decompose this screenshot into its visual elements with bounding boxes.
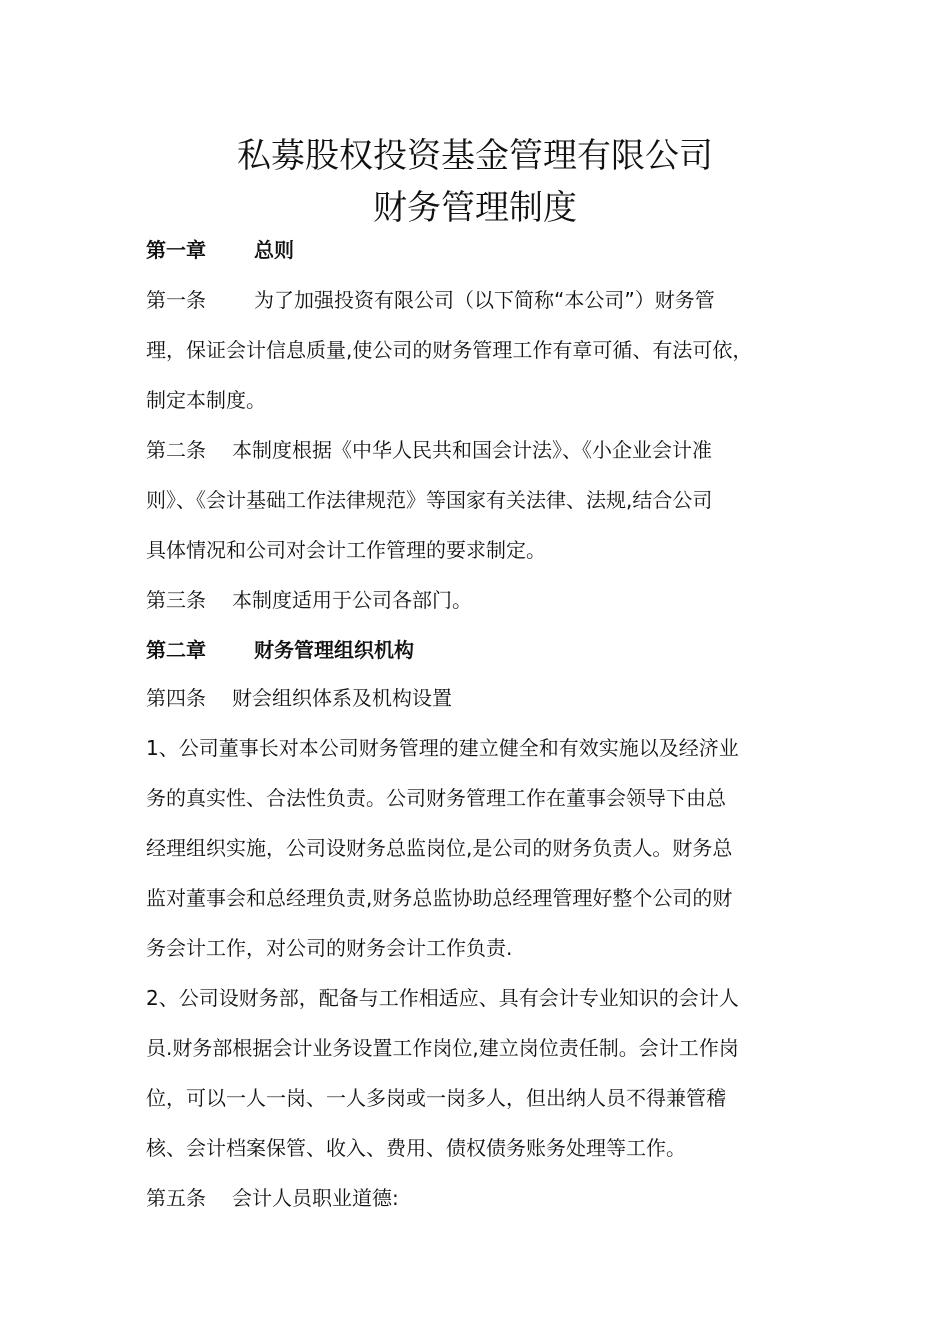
article-1-line-2: 理，保证会计信息质量,使公司的财务管理工作有章可循、有法可依， <box>146 338 753 362</box>
article-3-line-1 <box>146 586 472 614</box>
article-label: 第三条 <box>146 588 206 612</box>
item-1-line-4: 监对董事会和总经理负责,财务总监协助总经理管理好整个公司的财 <box>146 886 733 910</box>
chapter-title: 财务管理组织机构 <box>254 638 414 662</box>
chapter-label: 第二章 <box>146 638 206 662</box>
article-label: 第一条 <box>146 288 206 312</box>
article-1-line-3: 制定本制度。 <box>146 388 266 412</box>
article-2-line-1 <box>146 436 712 464</box>
article-text: 本制度适用于公司各部门。 <box>232 588 472 612</box>
article-label: 第四条 <box>146 686 206 710</box>
chapter-heading-1 <box>146 236 294 264</box>
article-2-line-3: 具体情况和公司对会计工作管理的要求制定。 <box>146 538 546 562</box>
chapter-label: 第一章 <box>146 238 206 262</box>
document-title-line2: 财务管理制度 <box>373 188 577 228</box>
item-2-line-4: 核、会计档案保管、收入、费用、债权债务账务处理等工作。 <box>146 1136 686 1160</box>
item-2-line-3: 位，可以一人一岗、一人多岗或一岗多人，但出纳人员不得兼管稽 <box>146 1086 726 1110</box>
article-text: 财会组织体系及机构设置 <box>232 686 452 710</box>
article-1-line-1 <box>146 286 715 314</box>
item-1-line-5: 务会计工作，对公司的财务会计工作负责. <box>146 936 513 960</box>
item-2-line-1: 2、公司设财务部，配备与工作相适应、具有会计专业知识的会计人 <box>146 986 739 1010</box>
document-title-line1: 私募股权投资基金管理有限公司 <box>237 136 713 176</box>
article-text: 为了加强投资有限公司（以下简称“本公司”）财务管 <box>254 288 715 312</box>
item-1-line-2: 务的真实性、合法性负责。公司财务管理工作在董事会领导下由总 <box>146 786 726 810</box>
chapter-heading-2 <box>146 636 414 664</box>
article-2-line-2: 则》、《会计基础工作法律规范》等国家有关法律、法规,结合公司 <box>146 488 713 512</box>
article-text: 会计人员职业道德: <box>232 1186 399 1210</box>
chapter-title: 总则 <box>254 238 294 262</box>
item-1-line-1: 1、公司董事长对本公司财务管理的建立健全和有效实施以及经济业 <box>146 736 739 760</box>
item-1-line-3: 经理组织实施，公司设财务总监岗位,是公司的财务负责人。财务总 <box>146 836 733 860</box>
article-5-line-1 <box>146 1184 399 1212</box>
article-text: 本制度根据《中华人民共和国会计法》、《小企业会计准 <box>232 438 712 462</box>
item-2-line-2: 员.财务部根据会计业务设置工作岗位,建立岗位责任制。会计工作岗 <box>146 1036 739 1060</box>
article-label: 第五条 <box>146 1186 206 1210</box>
article-label: 第二条 <box>146 438 206 462</box>
article-4-line-1 <box>146 684 452 712</box>
